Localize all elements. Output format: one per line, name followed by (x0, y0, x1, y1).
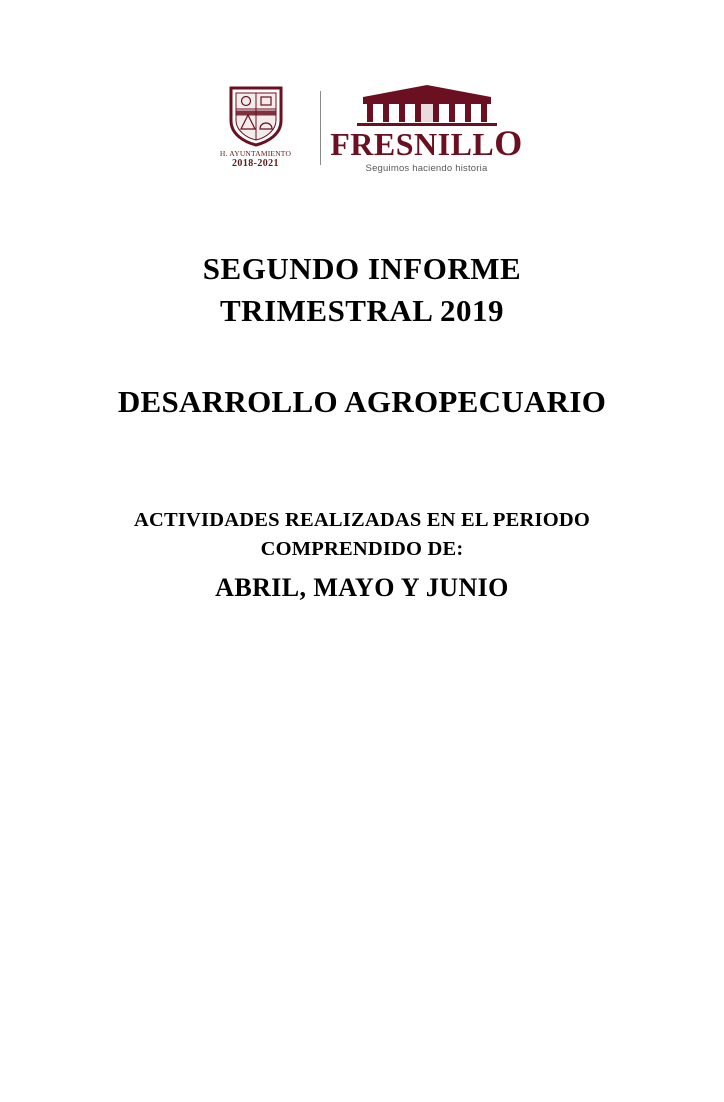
fresnillo-wordmark-main: FRESNILL (330, 125, 495, 162)
document-page (0, 78, 724, 1102)
period-description-line1: ACTIVIDADES REALIZADAS EN EL PERIODO (133, 508, 591, 531)
report-title (0, 248, 724, 332)
department-name: DESARROLLO AGROPECUARIO (117, 383, 607, 419)
crest-caption (220, 149, 291, 171)
title-block (0, 248, 724, 603)
report-title-line1: SEGUNDO INFORME (202, 251, 522, 286)
fresnillo-tagline: Seguimos haciendo historia (365, 162, 488, 174)
fresnillo-brand-block (330, 83, 523, 174)
header-logo-band (0, 78, 724, 178)
period-description (0, 506, 724, 565)
period-description-line2: COMPRENDIDO DE: (260, 538, 464, 561)
crest-caption-line1: H. AYUNTAMIENTO (219, 149, 292, 159)
kiosk-building-icon (353, 83, 501, 127)
header-divider (320, 91, 321, 165)
fresnillo-wordmark (330, 122, 523, 163)
report-title-line2: TRIMESTRAL 2019 (220, 292, 504, 328)
municipal-coat-of-arms-icon (228, 85, 284, 147)
fresnillo-wordmark-last-letter: O (494, 122, 523, 163)
period-months: ABRIL, MAYO Y JUNIO (215, 573, 509, 603)
municipal-crest-block (208, 85, 304, 171)
crest-caption-years: 2018-2021 (232, 158, 279, 170)
